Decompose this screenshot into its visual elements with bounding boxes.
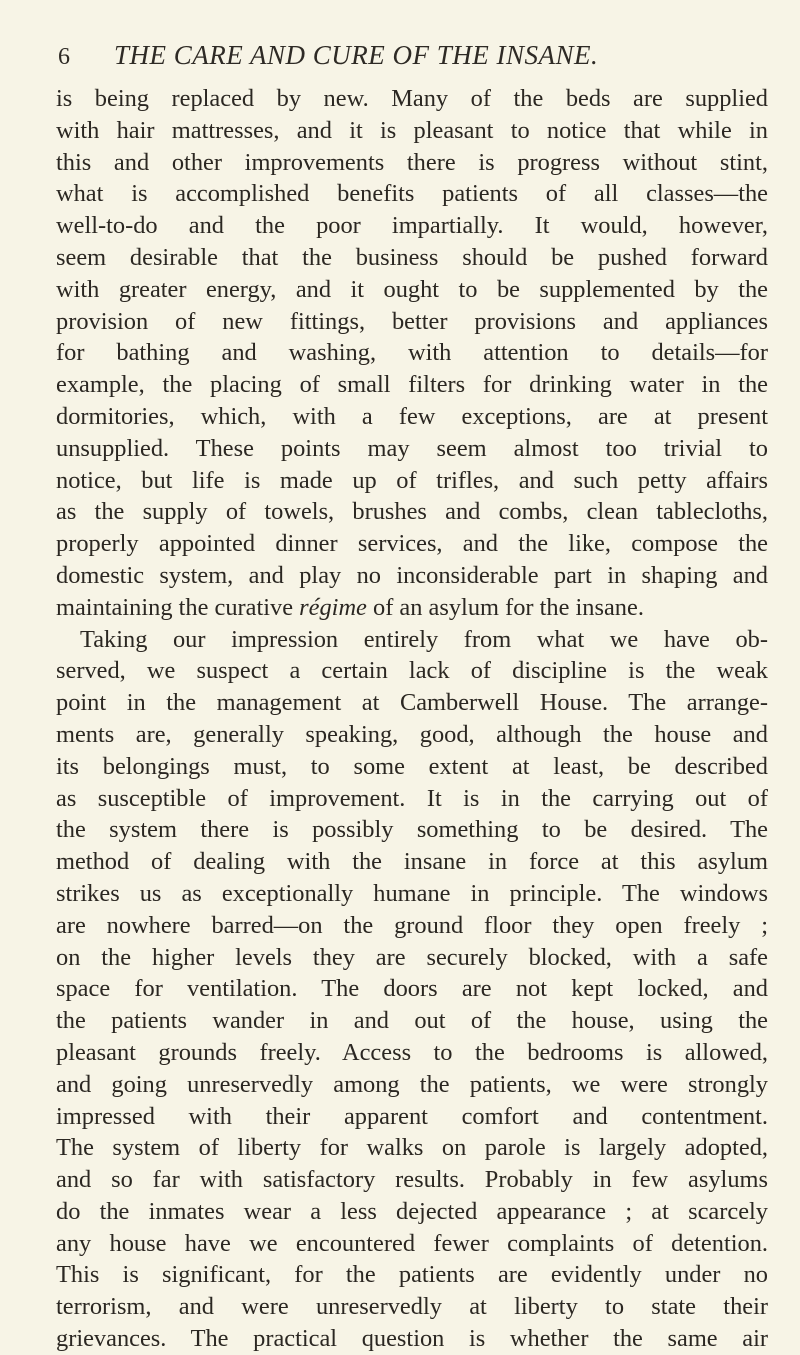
text-line: pleasant grounds freely. Access to the bedrooms is allowed, [56, 1038, 768, 1066]
text-line: with greater energy, and it ought to be supplemented by the [56, 275, 768, 303]
text-line: any house have we encountered fewer complaints of detention. [56, 1229, 768, 1257]
running-head [58, 40, 778, 80]
text-line: the patients wander in and out of the house, using the [56, 1007, 768, 1035]
paragraph-end-line [56, 592, 768, 624]
text-fragment: maintaining the curative [56, 593, 294, 621]
text-line: its belongings must, to some extent at least, be described [56, 752, 768, 780]
text-line: for bathing and washing, with attention to details—for [56, 339, 768, 367]
text-fragment: of an asylum for the insane. [373, 593, 644, 621]
text-line: with hair mattresses, and it is pleasant to notice that while in [56, 116, 768, 144]
running-title: THE CARE AND CURE OF THE INSANE. [114, 40, 599, 70]
text-line: strikes us as exceptionally humane in principle. The windows [56, 879, 768, 907]
text-line: unsupplied. These points may seem almost too trivial to [56, 434, 768, 462]
text-line: this and other improvements there is progress without stint, [56, 148, 768, 176]
text-line: domestic system, and play no inconsiderable part in shaping and [56, 561, 768, 589]
text-line: point in the management at Camberwell House. The arrange- [56, 689, 768, 717]
text-line: example, the placing of small filters for drinking water in the [56, 371, 768, 399]
text-line: the system there is possibly something to be desired. The [56, 816, 768, 844]
text-line: do the inmates wear a less dejected appearance ; at scarcely [56, 1197, 768, 1225]
text-line: what is accomplished benefits patients of all classes—the [56, 180, 768, 208]
text-line: dormitories, which, with a few exceptions, are at present [56, 402, 768, 430]
text-line: on the higher levels they are securely blocked, with a safe [56, 943, 768, 971]
text-line: is being replaced by new. Many of the beds are supplied [56, 85, 768, 112]
text-line: ments are, generally speaking, good, although the house and [56, 720, 768, 748]
text-line: as susceptible of improvement. It is in the carrying out of [56, 784, 768, 812]
text-line: terrorism, and were unreservedly at liberty to state their [56, 1293, 768, 1321]
text-line: grievances. The practical question is whether the same air [56, 1325, 768, 1353]
text-line: impressed with their apparent comfort and contentment. [56, 1102, 768, 1130]
page-number: 6 [58, 44, 71, 70]
text-line: seem desirable that the business should be pushed forward [56, 243, 768, 271]
text-line: notice, but life is made up of trifles, and such petty affairs [56, 466, 768, 494]
text-line: provision of new fittings, better provisions and appliances [56, 307, 768, 335]
italic-word: régime [299, 593, 367, 621]
text-line: method of dealing with the insane in force at this asylum [56, 848, 768, 876]
text-line: and so far with satisfactory results. Probably in few asylums [56, 1166, 768, 1194]
text-line: and going unreservedly among the patients, we were strongly [56, 1070, 768, 1098]
text-line: The system of liberty for walks on parole is largely adopted, [56, 1134, 768, 1162]
text-line: are nowhere barred—on the ground floor they open freely ; [56, 911, 768, 939]
text-line: properly appointed dinner services, and the like, compose the [56, 530, 768, 558]
text-line: This is significant, for the patients are evidently under no [56, 1261, 768, 1289]
paragraph-start-line: Taking our impression entirely from what we have ob- [80, 625, 768, 653]
text-line: space for ventilation. The doors are not kept locked, and [56, 975, 768, 1003]
text-line: served, we suspect a certain lack of discipline is the weak [56, 657, 768, 685]
body-text [56, 83, 768, 1355]
text-line: as the supply of towels, brushes and combs, clean tablecloths, [56, 498, 768, 526]
text-line: well-to-do and the poor impartially. It would, however, [56, 212, 768, 240]
